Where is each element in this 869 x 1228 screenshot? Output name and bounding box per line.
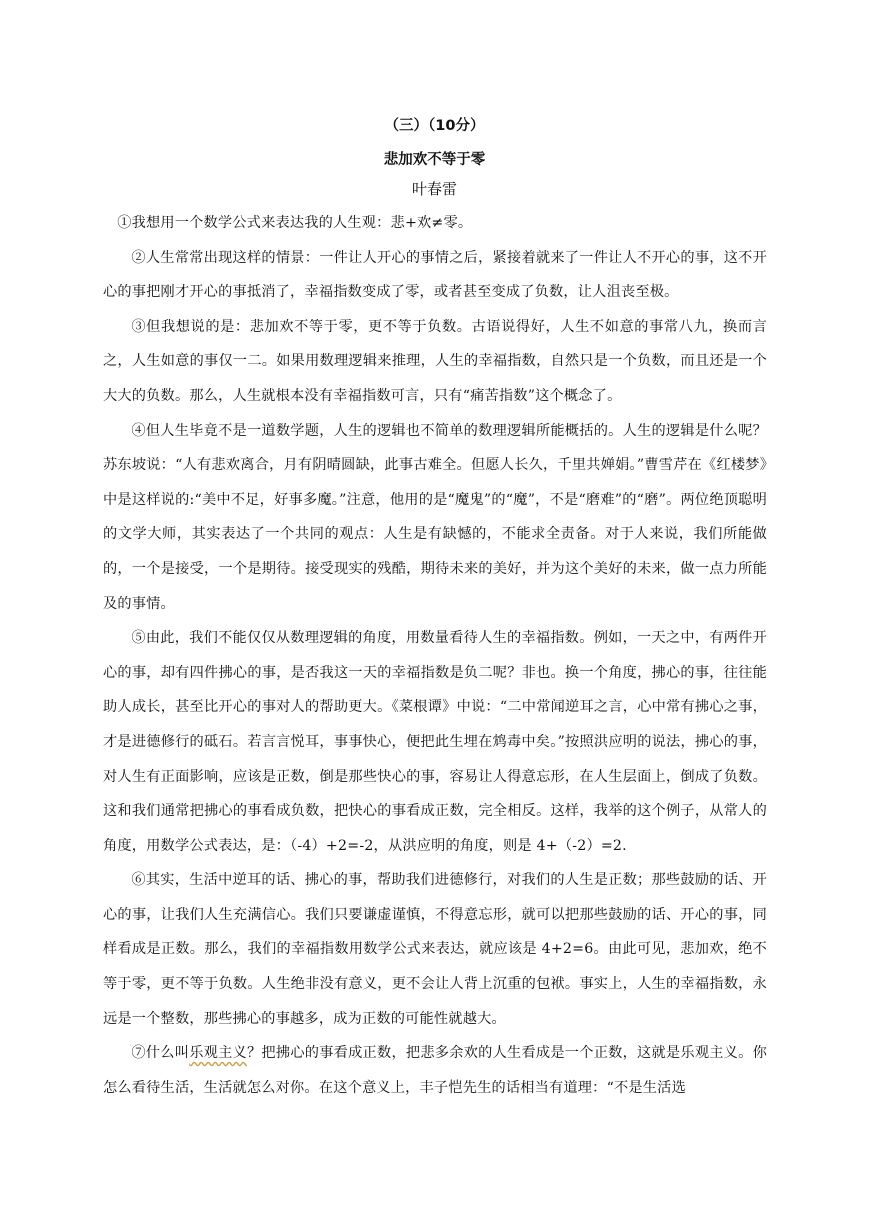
paragraph-5: ⑤由此，我们不能仅仅从数理逻辑的角度，用数量看待人生的幸福指数。例如，一天之中，有两件开心的事，却有四件拂心的事，是否我这一天的幸福指数是负二呢？非也。换一个角度，拂心的事，往往能助人成长，甚至比开心的事对人的帮助更大。《菜根谭》中说：“二中常闻逆耳之言，心中常有拂心之事，才是进德修行的砥石。若言言悦耳，事事快心，便把此生埋在鸩毒中矣。”按照洪应明的说法，拂心的事，对人生有正面影响，应该是正数，倒是那些快心的事，容易让人得意忘形，在人生层面上，倒成了负数。这和我们通常把拂心的事看成负数，把快心的事看成正数，完全相反。这样，我举的这个例子，从常人的角度，用数学公式表达，是：（-4）+2=-2，从洪应明的角度，则是 4+（-2）=2. [103, 630, 767, 854]
section-label: （三）（10分） [384, 118, 485, 134]
paragraph-7 [103, 1036, 767, 1105]
article-body [103, 206, 767, 1105]
paragraph-6: ⑥其实，生活中逆耳的话、拂心的事，帮助我们进德修行，对我们的人生是正数；那些鼓励的话、开心的事，让我们人生充满信心。我们只要谦虚谨慎，不得意忘形，就可以把那些鼓励的话、开心的事，同样看成是正数。那么，我们的幸福指数用数学公式来表达，就应该是 4+2=6。由此可见，悲加欢，绝不等于零，更不等于负数。人生绝非没有意义，更不会让人背上沉重的包袱。事实上，人生的幸福指数，永远是一个整数，那些拂心的事越多，成为正数的可能性就越大。 [103, 872, 767, 1027]
underlined-term: 乐观主义 [189, 1045, 247, 1062]
paragraph-3: ③但我想说的是：悲加欢不等于零，更不等于负数。古语说得好，人生不如意的事常八九，换而言之，人生如意的事仅一二。如果用数理逻辑来推理，人生的幸福指数，自然只是一个负数，而且还是一个大大的负数。那么，人生就根本没有幸福指数可言，只有“痛苦指数”这个概念了。 [103, 318, 767, 404]
paragraph-7-rest: ？把拂心的事看成正数，把悲多余欢的人生看成是一个正数，这就是乐观主义。你怎么看待生活，生活就怎么对你。在这个意义上，丰子恺先生的话相当有道理：“不是生活选 [103, 1045, 767, 1096]
paragraph-4: ④但人生毕竟不是一道数学题，人生的逻辑也不简单的数理逻辑所能概括的。人生的逻辑是什么呢？苏东坡说：“人有悲欢离合，月有阴晴圆缺，此事古难全。但愿人长久，千里共婵娟。”曹雪芹在《红楼梦》中是这样说的:“美中不足，好事多魔。”注意，他用的是“魔鬼”的“魔”，不是“磨难”的“磨”。两位绝顶聪明的文学大师，其实表达了一个共同的观点：人生是有缺憾的，不能求全责备。对于人来说，我们所能做的，一个是接受，一个是期待。接受现实的残酷，期待未来的美好，并为这个美好的未来，做一点力所能及的事情。 [103, 422, 767, 612]
article-title: 悲加欢不等于零 [383, 152, 486, 168]
paragraph-1: ①我想用一个数学公式来表达我的人生观：悲+欢≠零。 [117, 215, 473, 231]
paragraph-2: ②人生常常出现这样的情景：一件让人开心的事情之后，紧接着就来了一件让人不开心的事，这不开心的事把刚才开心的事抵消了，幸福指数变成了零，或者甚至变成了负数，让人沮丧至极。 [103, 249, 767, 301]
paragraph-7-lead: ⑦什么叫 [131, 1045, 190, 1062]
article-author: 叶春雷 [411, 180, 457, 198]
